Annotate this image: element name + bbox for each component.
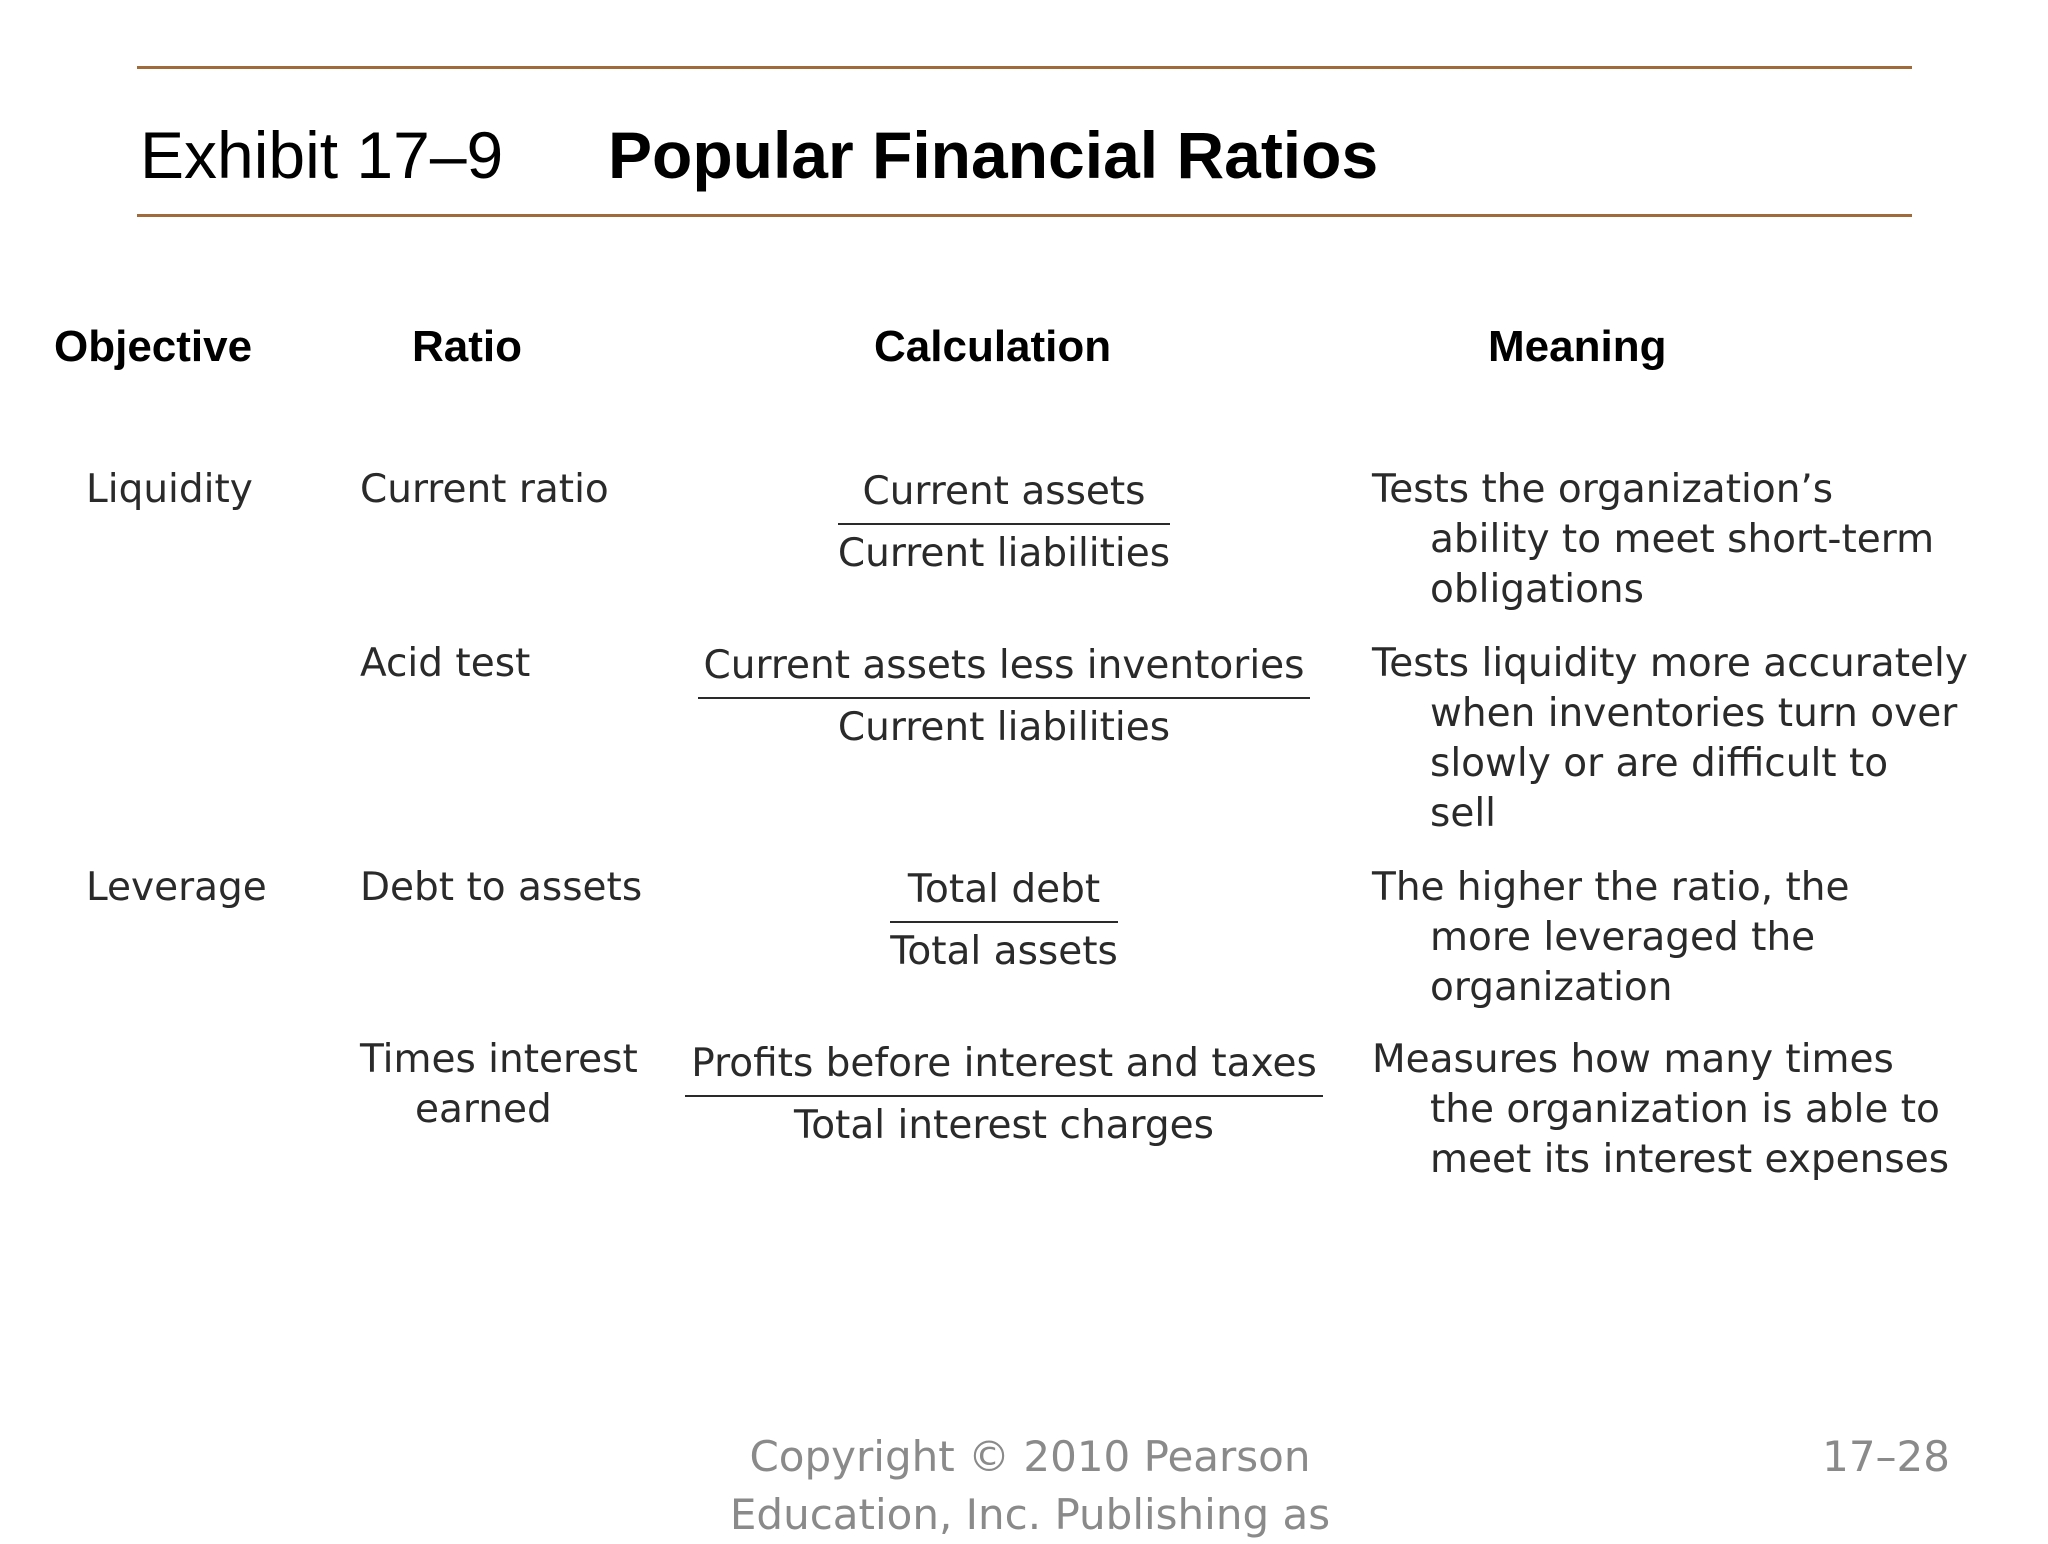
column-header-ratio: Ratio xyxy=(412,322,522,371)
meaning-line: more leveraged the xyxy=(1430,915,1816,960)
bottom-rule xyxy=(137,214,1912,217)
page-number: 17–28 xyxy=(1822,1432,1950,1481)
objective-cell: Liquidity xyxy=(86,467,253,512)
meaning-line: organization xyxy=(1430,965,1673,1010)
ratio-cell xyxy=(360,639,530,689)
ratio-line: Debt to assets xyxy=(360,865,643,910)
numerator: Profits before interest and taxes xyxy=(685,1039,1323,1097)
meaning-line: The higher the ratio, the xyxy=(1372,865,1850,910)
ratio-line: Current ratio xyxy=(360,467,609,512)
slide-title: Popular Financial Ratios xyxy=(608,118,1379,192)
ratio-line: Acid test xyxy=(360,641,531,686)
meaning-cell xyxy=(1372,863,1850,1013)
meaning-cell xyxy=(1372,1035,1949,1185)
denominator: Current liabilities xyxy=(837,531,1171,576)
calculation-fraction xyxy=(670,641,1338,753)
ratio-line: Times interest xyxy=(360,1037,638,1082)
denominator: Total interest charges xyxy=(794,1103,1214,1148)
meaning-line: slowly or are difficult to xyxy=(1430,741,1889,786)
calculation-fraction xyxy=(670,1039,1338,1151)
denominator: Total assets xyxy=(890,929,1118,974)
copyright-line: Education, Inc. Publishing as xyxy=(729,1490,1331,1539)
ratio-cell xyxy=(360,465,609,515)
numerator: Current assets less inventories xyxy=(698,641,1311,699)
copyright-line: Copyright © 2010 Pearson xyxy=(749,1432,1311,1481)
meaning-line: meet its interest expenses xyxy=(1430,1137,1950,1182)
numerator: Total debt xyxy=(890,865,1118,923)
top-rule xyxy=(137,66,1912,69)
column-header-calculation: Calculation xyxy=(874,322,1112,371)
meaning-cell xyxy=(1372,639,1968,839)
meaning-line: ability to meet short-term xyxy=(1430,517,1935,562)
meaning-line: Tests liquidity more accurately xyxy=(1372,641,1968,686)
ratio-cell xyxy=(360,863,642,913)
objective-cell: Leverage xyxy=(86,865,267,910)
meaning-line: sell xyxy=(1430,791,1496,836)
meaning-line: obligations xyxy=(1430,567,1644,612)
column-header-meaning: Meaning xyxy=(1488,322,1667,371)
copyright-notice xyxy=(700,1428,1360,1544)
numerator: Current assets xyxy=(838,467,1170,525)
ratio-cell xyxy=(360,1035,638,1135)
column-header-objective: Objective xyxy=(54,322,253,371)
calculation-fraction xyxy=(670,865,1338,977)
ratio-line: earned xyxy=(415,1087,552,1132)
meaning-line: when inventories turn over xyxy=(1430,691,1958,736)
meaning-cell xyxy=(1372,465,1934,615)
exhibit-label: Exhibit 17–9 xyxy=(140,118,504,192)
calculation-fraction xyxy=(670,467,1338,579)
denominator: Current liabilities xyxy=(837,705,1171,750)
meaning-line: Tests the organization’s xyxy=(1372,467,1834,512)
meaning-line: the organization is able to xyxy=(1430,1087,1940,1132)
meaning-line: Measures how many times xyxy=(1372,1037,1894,1082)
